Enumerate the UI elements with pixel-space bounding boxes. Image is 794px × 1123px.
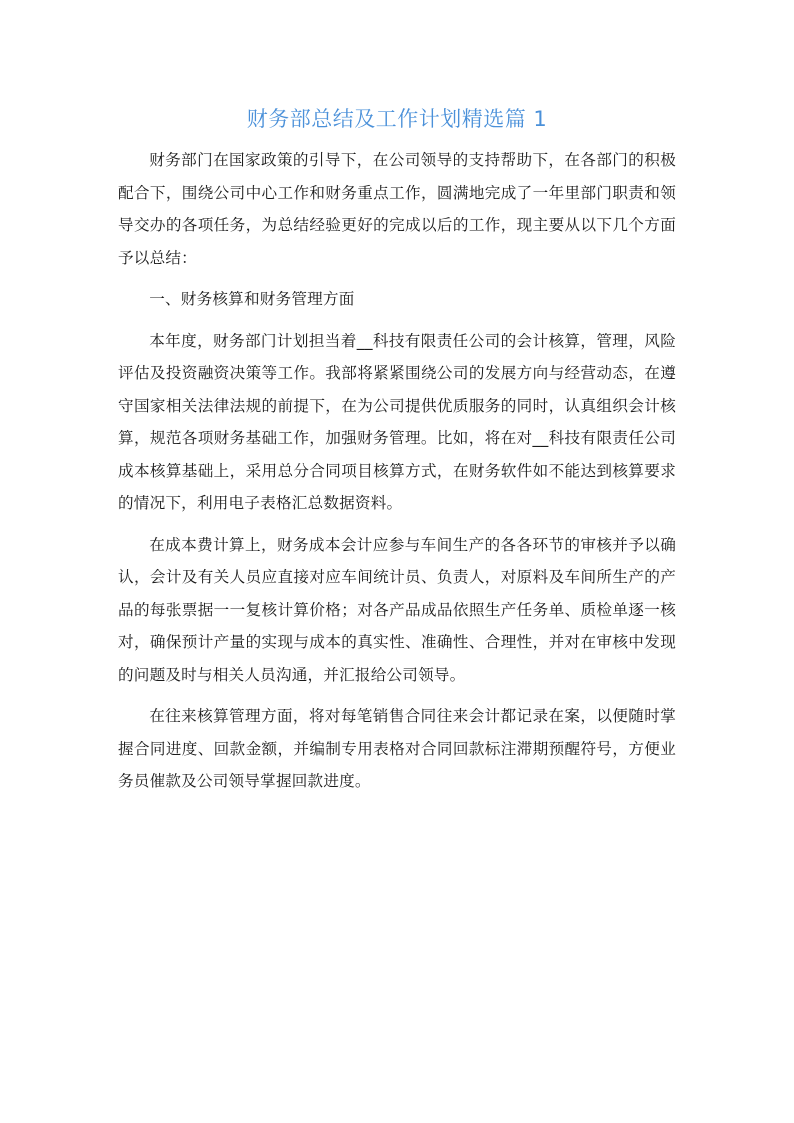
section-heading: 一、财务核算和财务管理方面 bbox=[149, 290, 355, 308]
document-body bbox=[118, 144, 676, 807]
paragraph-intro: 财务部门在国家政策的引导下，在公司领导的支持帮助下，在各部门的积极配合下，围绕公司中心工作和财务重点工作，圆满地完成了一年里部门职责和领导交办的各项任务，为总结经验更好的完成以后的工作，现主要从以下几个方面予以总结： bbox=[118, 151, 676, 267]
paragraph-accounting: 本年度，财务部门计划担当着__科技有限责任公司的会计核算，管理，风险评估及投资融资决策等工作。我部将紧紧围绕公司的发展方向与经营动态，在遵守国家相关法律法规的前提下，在为公司提供优质服务的同时，认真组织会计核算，规范各项财务基础工作，加强财务管理。比如，将在对__科技有限责任公司成本核算基础上，采用总分合同项目核算方式，在财务软件如不能达到核算要求的情况下，利用电子表格汇总数据资料。 bbox=[118, 331, 676, 512]
paragraph-cost: 在成本费计算上，财务成本会计应参与车间生产的各各环节的审核并予以确认，会计及有关人员应直接对应车间统计员、负责人，对原料及车间所生产的产品的每张票据一一复核计算价格；对各产品成品依照生产任务单、质检单逐一核对，确保预计产量的实现与成本的真实性、准确性、合理性，并对在审核中发现的问题及时与相关人员沟通，并汇报给公司领导。 bbox=[118, 535, 676, 684]
paragraph-receivables: 在往来核算管理方面，将对每笔销售合同往来会计都记录在案，以便随时掌握合同进度、回款金额，并编制专用表格对合同回款标注滞期预醒符号，方便业务员催款及公司领导掌握回款进度。 bbox=[118, 707, 676, 790]
document-title: 财务部总结及工作计划精选篇 1 bbox=[246, 107, 548, 131]
